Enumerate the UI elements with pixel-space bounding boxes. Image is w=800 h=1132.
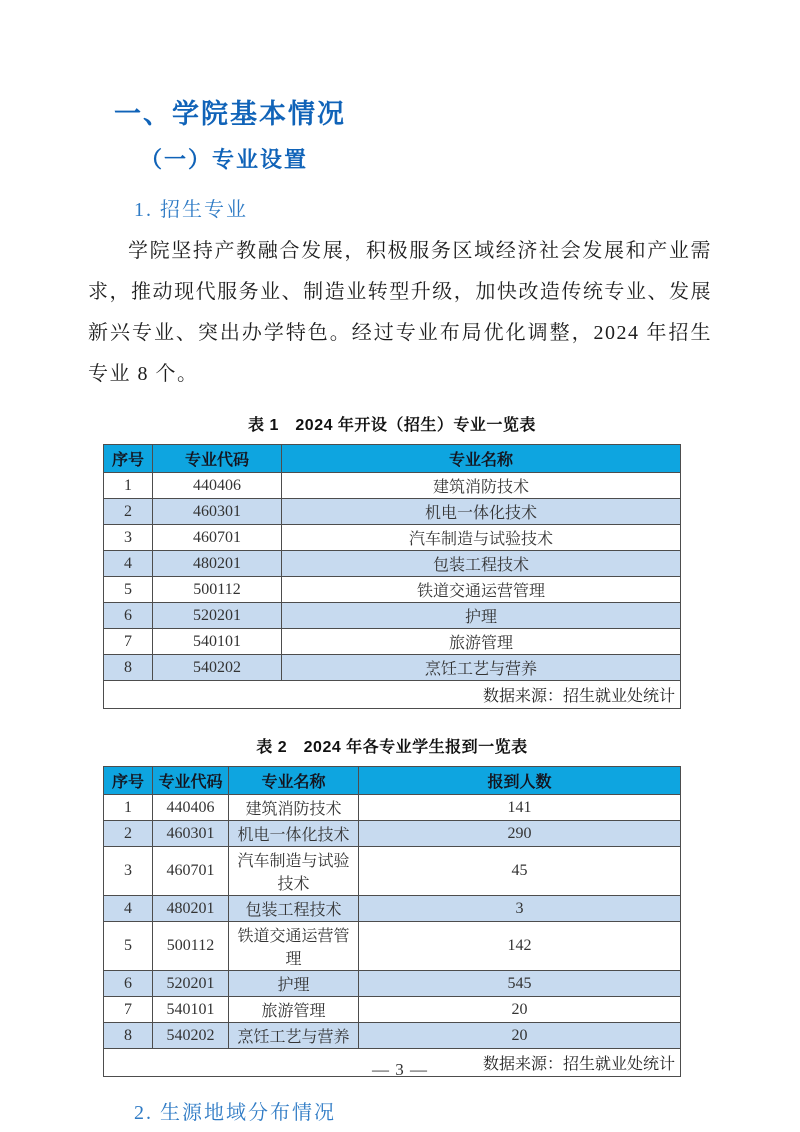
- table-row: [104, 971, 681, 997]
- table-cell: 烹饪工艺与营养: [282, 655, 681, 681]
- column-header: 专业代码: [153, 445, 282, 473]
- table-cell: 545: [359, 971, 681, 997]
- table-cell: 5: [104, 922, 153, 971]
- table-cell: 460301: [153, 499, 282, 525]
- table-cell: 6: [104, 971, 153, 997]
- table-cell: 500112: [153, 922, 229, 971]
- table-cell: 141: [359, 795, 681, 821]
- table-row: [104, 795, 681, 821]
- table-cell: 142: [359, 922, 681, 971]
- subheading-enrollment-majors: 1. 招生专业: [134, 199, 248, 222]
- table-cell: 520201: [153, 603, 282, 629]
- table-cell: 汽车制造与试验技术: [229, 847, 359, 896]
- table-row: [104, 603, 681, 629]
- column-header: 专业名称: [282, 445, 681, 473]
- majors-table: [103, 444, 681, 709]
- data-source-note: 数据来源：招生就业处统计: [104, 681, 681, 709]
- table-row: [104, 1023, 681, 1049]
- table1-caption: 表 1 2024 年开设（招生）专业一览表: [248, 417, 536, 435]
- table-cell: 540202: [153, 1023, 229, 1049]
- table-cell: 8: [104, 1023, 153, 1049]
- table-cell: 建筑消防技术: [282, 473, 681, 499]
- table-cell: 护理: [229, 971, 359, 997]
- table-cell: 包装工程技术: [282, 551, 681, 577]
- table2-block: [103, 734, 681, 1077]
- table-row: [104, 997, 681, 1023]
- table-cell: 4: [104, 896, 153, 922]
- table-cell: 20: [359, 997, 681, 1023]
- table-cell: 烹饪工艺与营养: [229, 1023, 359, 1049]
- table-cell: 5: [104, 577, 153, 603]
- table-row: [104, 499, 681, 525]
- table-cell: 480201: [153, 551, 282, 577]
- table-row: [104, 896, 681, 922]
- table-row: [104, 655, 681, 681]
- column-header: 报到人数: [359, 767, 681, 795]
- table-cell: 机电一体化技术: [229, 821, 359, 847]
- table-cell: 540202: [153, 655, 282, 681]
- table-cell: 建筑消防技术: [229, 795, 359, 821]
- table-header-row: [104, 767, 681, 795]
- registration-table: [103, 766, 681, 1077]
- table-cell: 290: [359, 821, 681, 847]
- section-heading: 一、学院基本情况: [114, 99, 346, 129]
- page-number: — 3 —: [372, 1060, 428, 1079]
- table-cell: 护理: [282, 603, 681, 629]
- table-cell: 铁道交通运营管理: [282, 577, 681, 603]
- subheading-student-origin: 2. 生源地域分布情况: [134, 1102, 336, 1125]
- table-cell: 8: [104, 655, 153, 681]
- table-source-row: [104, 681, 681, 709]
- table-cell: 460701: [153, 525, 282, 551]
- table-cell: 1: [104, 795, 153, 821]
- table-cell: 7: [104, 629, 153, 655]
- table-cell: 20: [359, 1023, 681, 1049]
- table-cell: 500112: [153, 577, 282, 603]
- table-cell: 机电一体化技术: [282, 499, 681, 525]
- column-header: 专业名称: [229, 767, 359, 795]
- table-row: [104, 922, 681, 971]
- table-row: [104, 551, 681, 577]
- table-cell: 6: [104, 603, 153, 629]
- table-cell: 1: [104, 473, 153, 499]
- table-row: [104, 473, 681, 499]
- table-cell: 2: [104, 821, 153, 847]
- table-row: [104, 577, 681, 603]
- table2-caption: 表 2 2024 年各专业学生报到一览表: [256, 739, 528, 757]
- table-cell: 3: [104, 847, 153, 896]
- intro-paragraph: 学院坚持产教融合发展，积极服务区域经济社会发展和产业需求，推动现代服务业、制造业转型升级，加快改造传统专业、发展新兴专业、突出办学特色。经过专业布局优化调整，2024 年招生专业 8 个。: [88, 240, 712, 386]
- table-cell: 包装工程技术: [229, 896, 359, 922]
- table-cell: 480201: [153, 896, 229, 922]
- column-header: 序号: [104, 767, 153, 795]
- table-cell: 4: [104, 551, 153, 577]
- table-cell: 7: [104, 997, 153, 1023]
- table-cell: 旅游管理: [282, 629, 681, 655]
- table-row: [104, 629, 681, 655]
- table-cell: 3: [359, 896, 681, 922]
- table-cell: 铁道交通运营管理: [229, 922, 359, 971]
- table-row: [104, 847, 681, 896]
- table-row: [104, 821, 681, 847]
- column-header: 专业代码: [153, 767, 229, 795]
- table-row: [104, 525, 681, 551]
- data-source-note: 数据来源：招生就业处统计: [104, 1049, 681, 1077]
- table-cell: 460701: [153, 847, 229, 896]
- table-cell: 460301: [153, 821, 229, 847]
- table-cell: 汽车制造与试验技术: [282, 525, 681, 551]
- table-header-row: [104, 445, 681, 473]
- table-cell: 旅游管理: [229, 997, 359, 1023]
- table1-block: [103, 412, 681, 709]
- table-cell: 2: [104, 499, 153, 525]
- table-cell: 440406: [153, 473, 282, 499]
- table-cell: 45: [359, 847, 681, 896]
- table-cell: 540101: [153, 629, 282, 655]
- table-cell: 440406: [153, 795, 229, 821]
- column-header: 序号: [104, 445, 153, 473]
- table-cell: 540101: [153, 997, 229, 1023]
- subsection-heading: （一）专业设置: [140, 146, 309, 172]
- table-cell: 3: [104, 525, 153, 551]
- table-cell: 520201: [153, 971, 229, 997]
